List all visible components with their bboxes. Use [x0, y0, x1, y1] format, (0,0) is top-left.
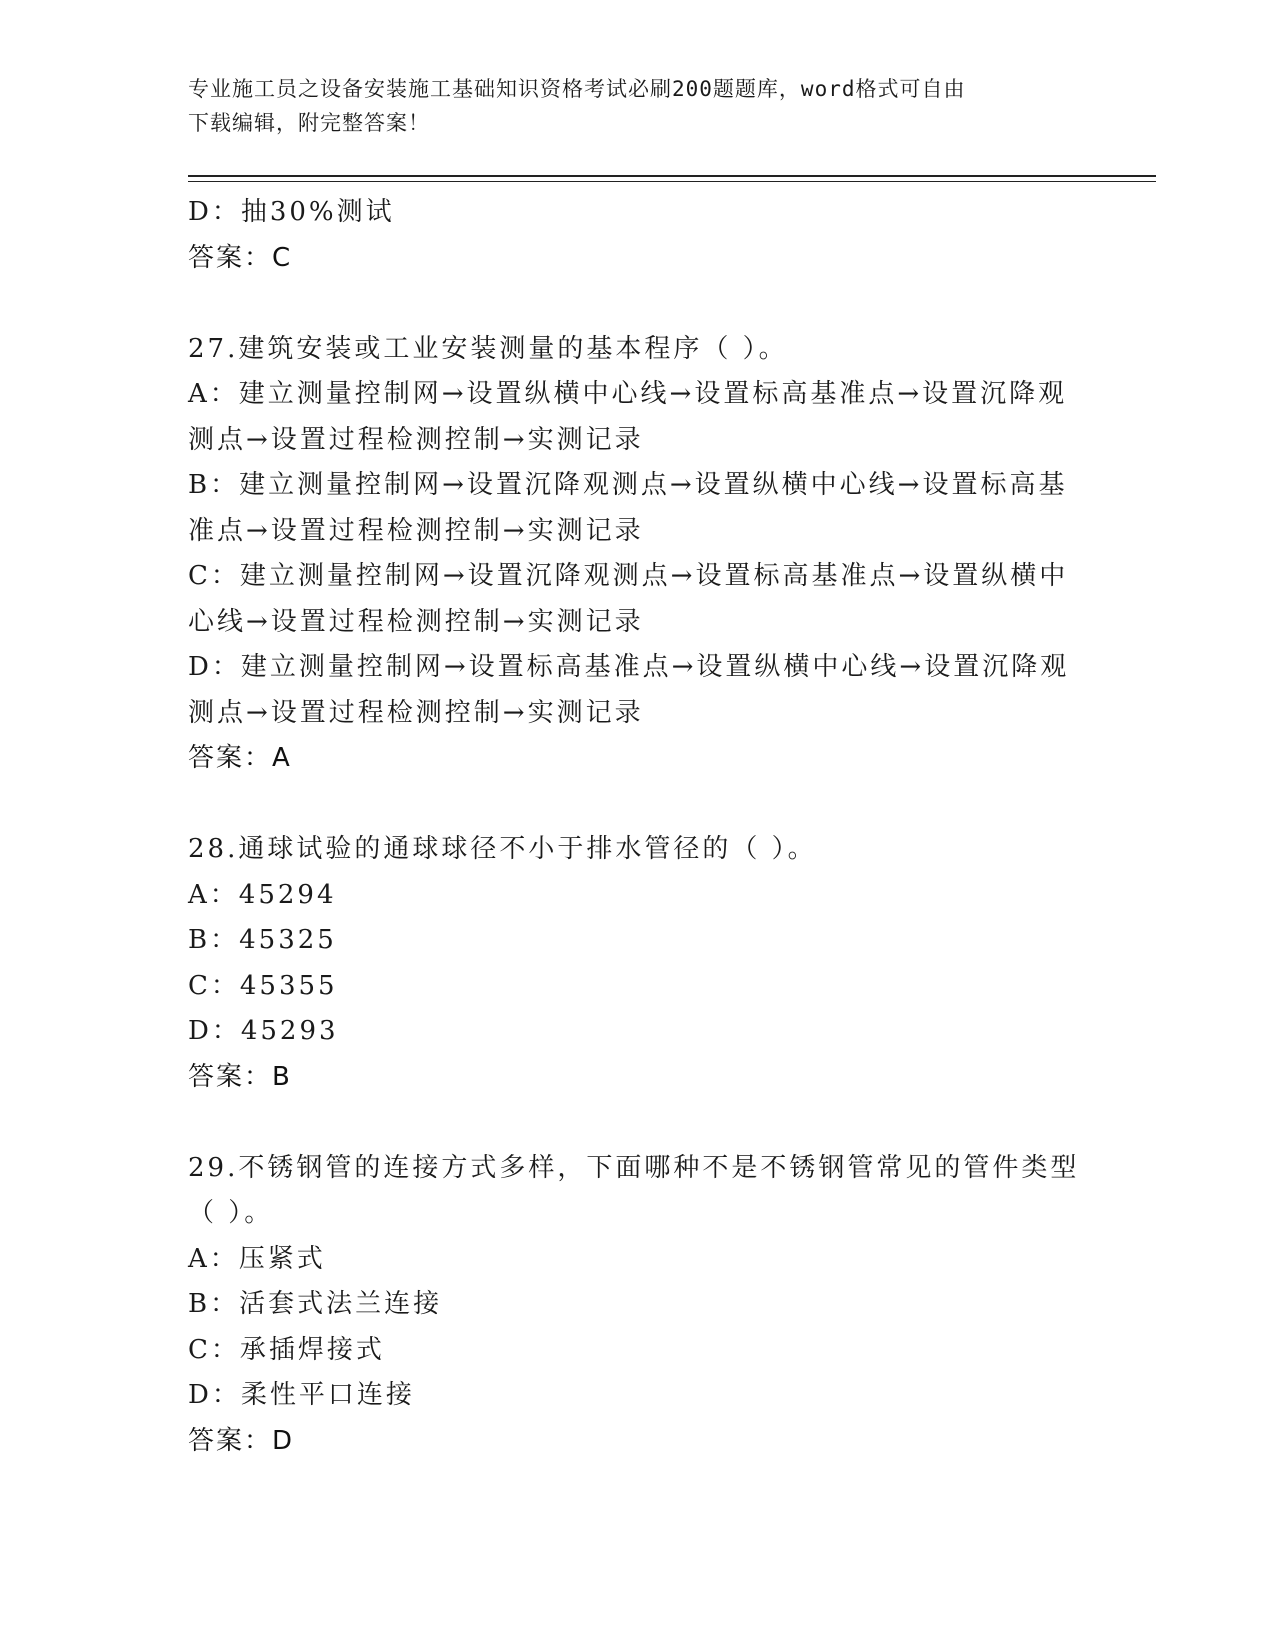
question-29 — [188, 1146, 1088, 1465]
prev-answer: 答案：C — [188, 242, 293, 273]
question-29-text-line1: 29.不锈钢管的连接方式多样，下面哪种不是不锈钢管常见的管件类型 — [188, 1152, 1080, 1183]
spacer — [188, 1100, 1088, 1146]
question-28-option-b: B：45325 — [188, 925, 337, 955]
question-27-option-c-line1: C：建立测量控制网→设置沉降观测点→设置标高基准点→设置纵横中 — [188, 561, 1069, 591]
question-29-option-d: D：柔性平口连接 — [188, 1380, 415, 1410]
question-28-answer: 答案：B — [188, 1061, 292, 1092]
question-29-text-line2: （ ）。 — [188, 1198, 274, 1228]
question-27-text: 27.建筑安装或工业安装测量的基本程序（ ）。 — [188, 333, 788, 364]
document-header — [188, 72, 1068, 140]
question-28-text: 28.通球试验的通球球径不小于排水管径的（ ）。 — [188, 834, 817, 864]
question-27-option-a-line2: 测点→设置过程检测控制→实测记录 — [188, 424, 644, 455]
question-27 — [188, 327, 1088, 782]
question-27-option-a-line1: A：建立测量控制网→设置纵横中心线→设置标高基准点→设置沉降观 — [188, 379, 1068, 409]
question-27-option-b-line1: B：建立测量控制网→设置沉降观测点→设置纵横中心线→设置标高基 — [188, 470, 1068, 500]
question-28 — [188, 827, 1088, 1100]
document-body — [188, 190, 1088, 1464]
header-line-2: 下载编辑，附完整答案！ — [188, 111, 430, 135]
question-27-answer: 答案：A — [188, 743, 292, 773]
spacer — [188, 782, 1088, 828]
header-rule-thick — [188, 175, 1156, 177]
question-28-option-d: D：45293 — [188, 1016, 339, 1046]
spacer — [188, 281, 1088, 327]
header-line-1: 专业施工员之设备安装施工基础知识资格考试必刷200题题库，word格式可自由 — [188, 77, 966, 101]
question-27-option-b-line2: 准点→设置过程检测控制→实测记录 — [188, 515, 644, 546]
question-28-option-a: A：45294 — [188, 879, 337, 910]
question-29-answer: 答案：D — [188, 1425, 295, 1456]
question-28-option-c: C：45355 — [188, 970, 338, 1001]
prev-option-d: D：抽30%测试 — [188, 197, 395, 227]
question-29-option-c: C：承插焊接式 — [188, 1334, 385, 1365]
question-27-option-d-line2: 测点→设置过程检测控制→实测记录 — [188, 697, 644, 728]
question-27-option-d-line1: D：建立测量控制网→设置标高基准点→设置纵横中心线→设置沉降观 — [188, 652, 1070, 682]
question-29-option-a: A：压紧式 — [188, 1243, 326, 1274]
question-27-option-c-line2: 心线→设置过程检测控制→实测记录 — [188, 606, 644, 637]
question-29-option-b: B：活套式法兰连接 — [188, 1289, 443, 1319]
header-rule-thin — [188, 181, 1156, 182]
